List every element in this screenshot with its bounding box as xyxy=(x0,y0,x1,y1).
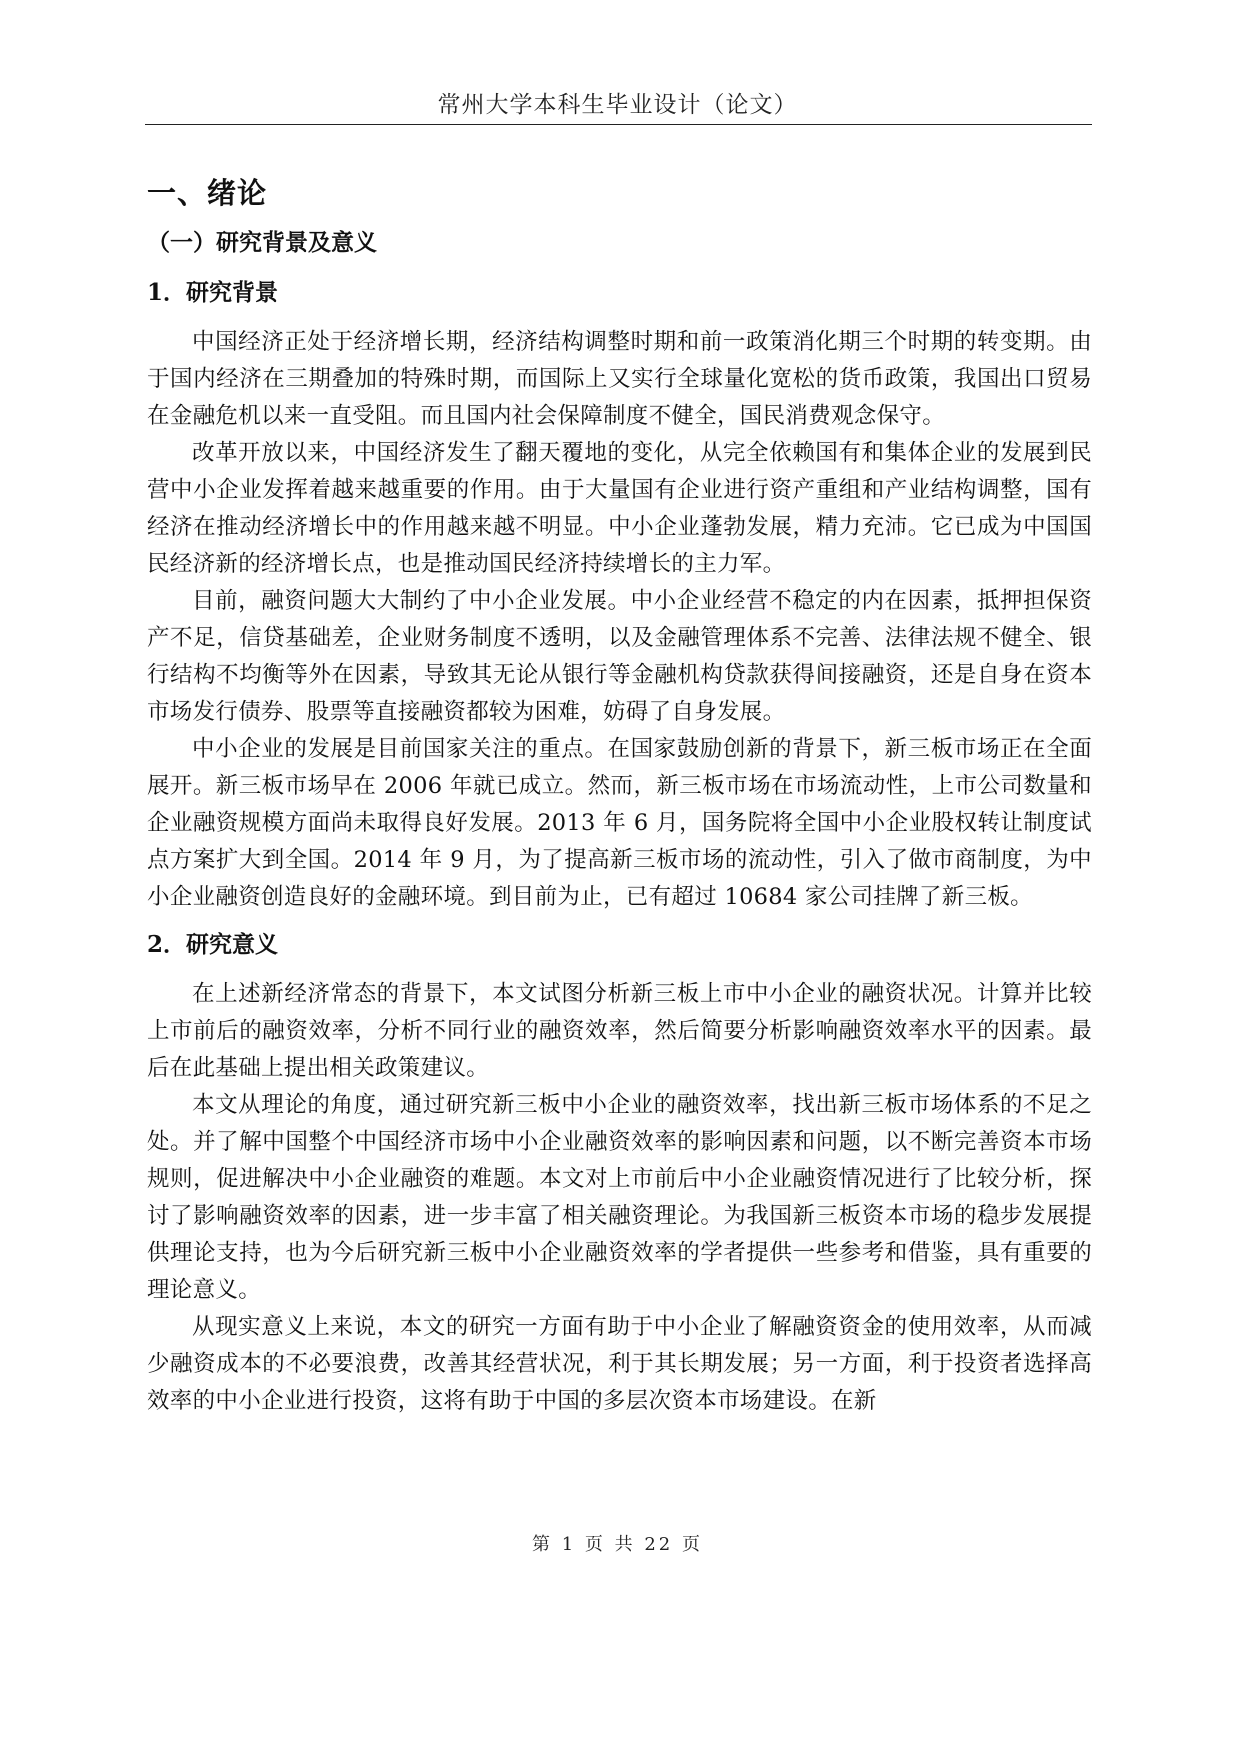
chapter-title: 一、绪论 xyxy=(147,176,268,210)
paragraph: 从现实意义上来说，本文的研究一方面有助于中小企业了解融资资金的使用效率，从而减少融资成本的不必要浪费，改善其经营状况，利于其长期发展；另一方面，利于投资者选择高效率的中小企业进行投资，这将有助于中国的多层次资本市场建设。在新 xyxy=(147,1314,1092,1414)
paragraph: 中小企业的发展是目前国家关注的重点。在国家鼓励创新的背景下，新三板市场正在全面展开。新三板市场早在 2006 年就已成立。然而，新三板市场在市场流动性，上市公司数量和企业融资规模方面尚未取得良好发展。2013 年 6 月，国务院将全国中小企业股权转让制度试点方案扩大到全国。2014 年 9 月，为了提高新三板市场的流动性，引入了做市商制度，为中小企业融资创造良好的金融环境。到目前为止，已有超过 10684 家公司挂牌了新三板。 xyxy=(147,736,1092,910)
page-content xyxy=(147,160,1092,1420)
page-number-footer: 第 1 页 共 22 页 xyxy=(532,1534,703,1555)
paragraph: 本文从理论的角度，通过研究新三板中小企业的融资效率，找出新三板市场体系的不足之处。并了解中国整个中国经济市场中小企业融资效率的影响因素和问题，以不断完善资本市场规则，促进解决中小企业融资的难题。本文对上市前后中小企业融资情况进行了比较分析，探讨了影响融资效率的因素，进一步丰富了相关融资理论。为我国新三板资本市场的稳步发展提供理论支持，也为今后研究新三板中小企业融资效率的学者提供一些参考和借鉴，具有重要的理论意义。 xyxy=(147,1092,1092,1303)
paragraph: 中国经济正处于经济增长期，经济结构调整时期和前一政策消化期三个时期的转变期。由于国内经济在三期叠加的特殊时期，而国际上又实行全球量化宽松的货币政策，我国出口贸易在金融危机以来一直受阻。而且国内社会保障制度不健全，国民消费观念保守。 xyxy=(147,329,1092,429)
paragraph: 改革开放以来，中国经济发生了翻天覆地的变化，从完全依赖国有和集体企业的发展到民营中小企业发挥着越来越重要的作用。由于大量国有企业进行资产重组和产业结构调整，国有经济在推动经济增长中的作用越来越不明显。中小企业蓬勃发展，精力充沛。它已成为中国国民经济新的经济增长点，也是推动国民经济持续增长的主力军。 xyxy=(147,440,1092,577)
paragraph: 目前，融资问题大大制约了中小企业发展。中小企业经营不稳定的内在因素，抵押担保资产不足，信贷基础差，企业财务制度不透明，以及金融管理体系不完善、法律法规不健全、银行结构不均衡等外在因素，导致其无论从银行等金融机构贷款获得间接融资，还是自身在资本市场发行债券、股票等直接融资都较为困难，妨碍了自身发展。 xyxy=(147,588,1092,725)
paragraph: 在上述新经济常态的背景下，本文试图分析新三板上市中小企业的融资状况。计算并比较上市前后的融资效率，分析不同行业的融资效率，然后简要分析影响融资效率水平的因素。最后在此基础上提出相关政策建议。 xyxy=(147,981,1092,1081)
subsection-title-background: 1．研究背景 xyxy=(147,279,279,306)
header-rule xyxy=(145,124,1092,125)
running-header: 常州大学本科生毕业设计（论文） xyxy=(437,92,798,118)
subsection-title-significance: 2．研究意义 xyxy=(147,931,279,958)
section-title: （一）研究背景及意义 xyxy=(147,229,377,256)
